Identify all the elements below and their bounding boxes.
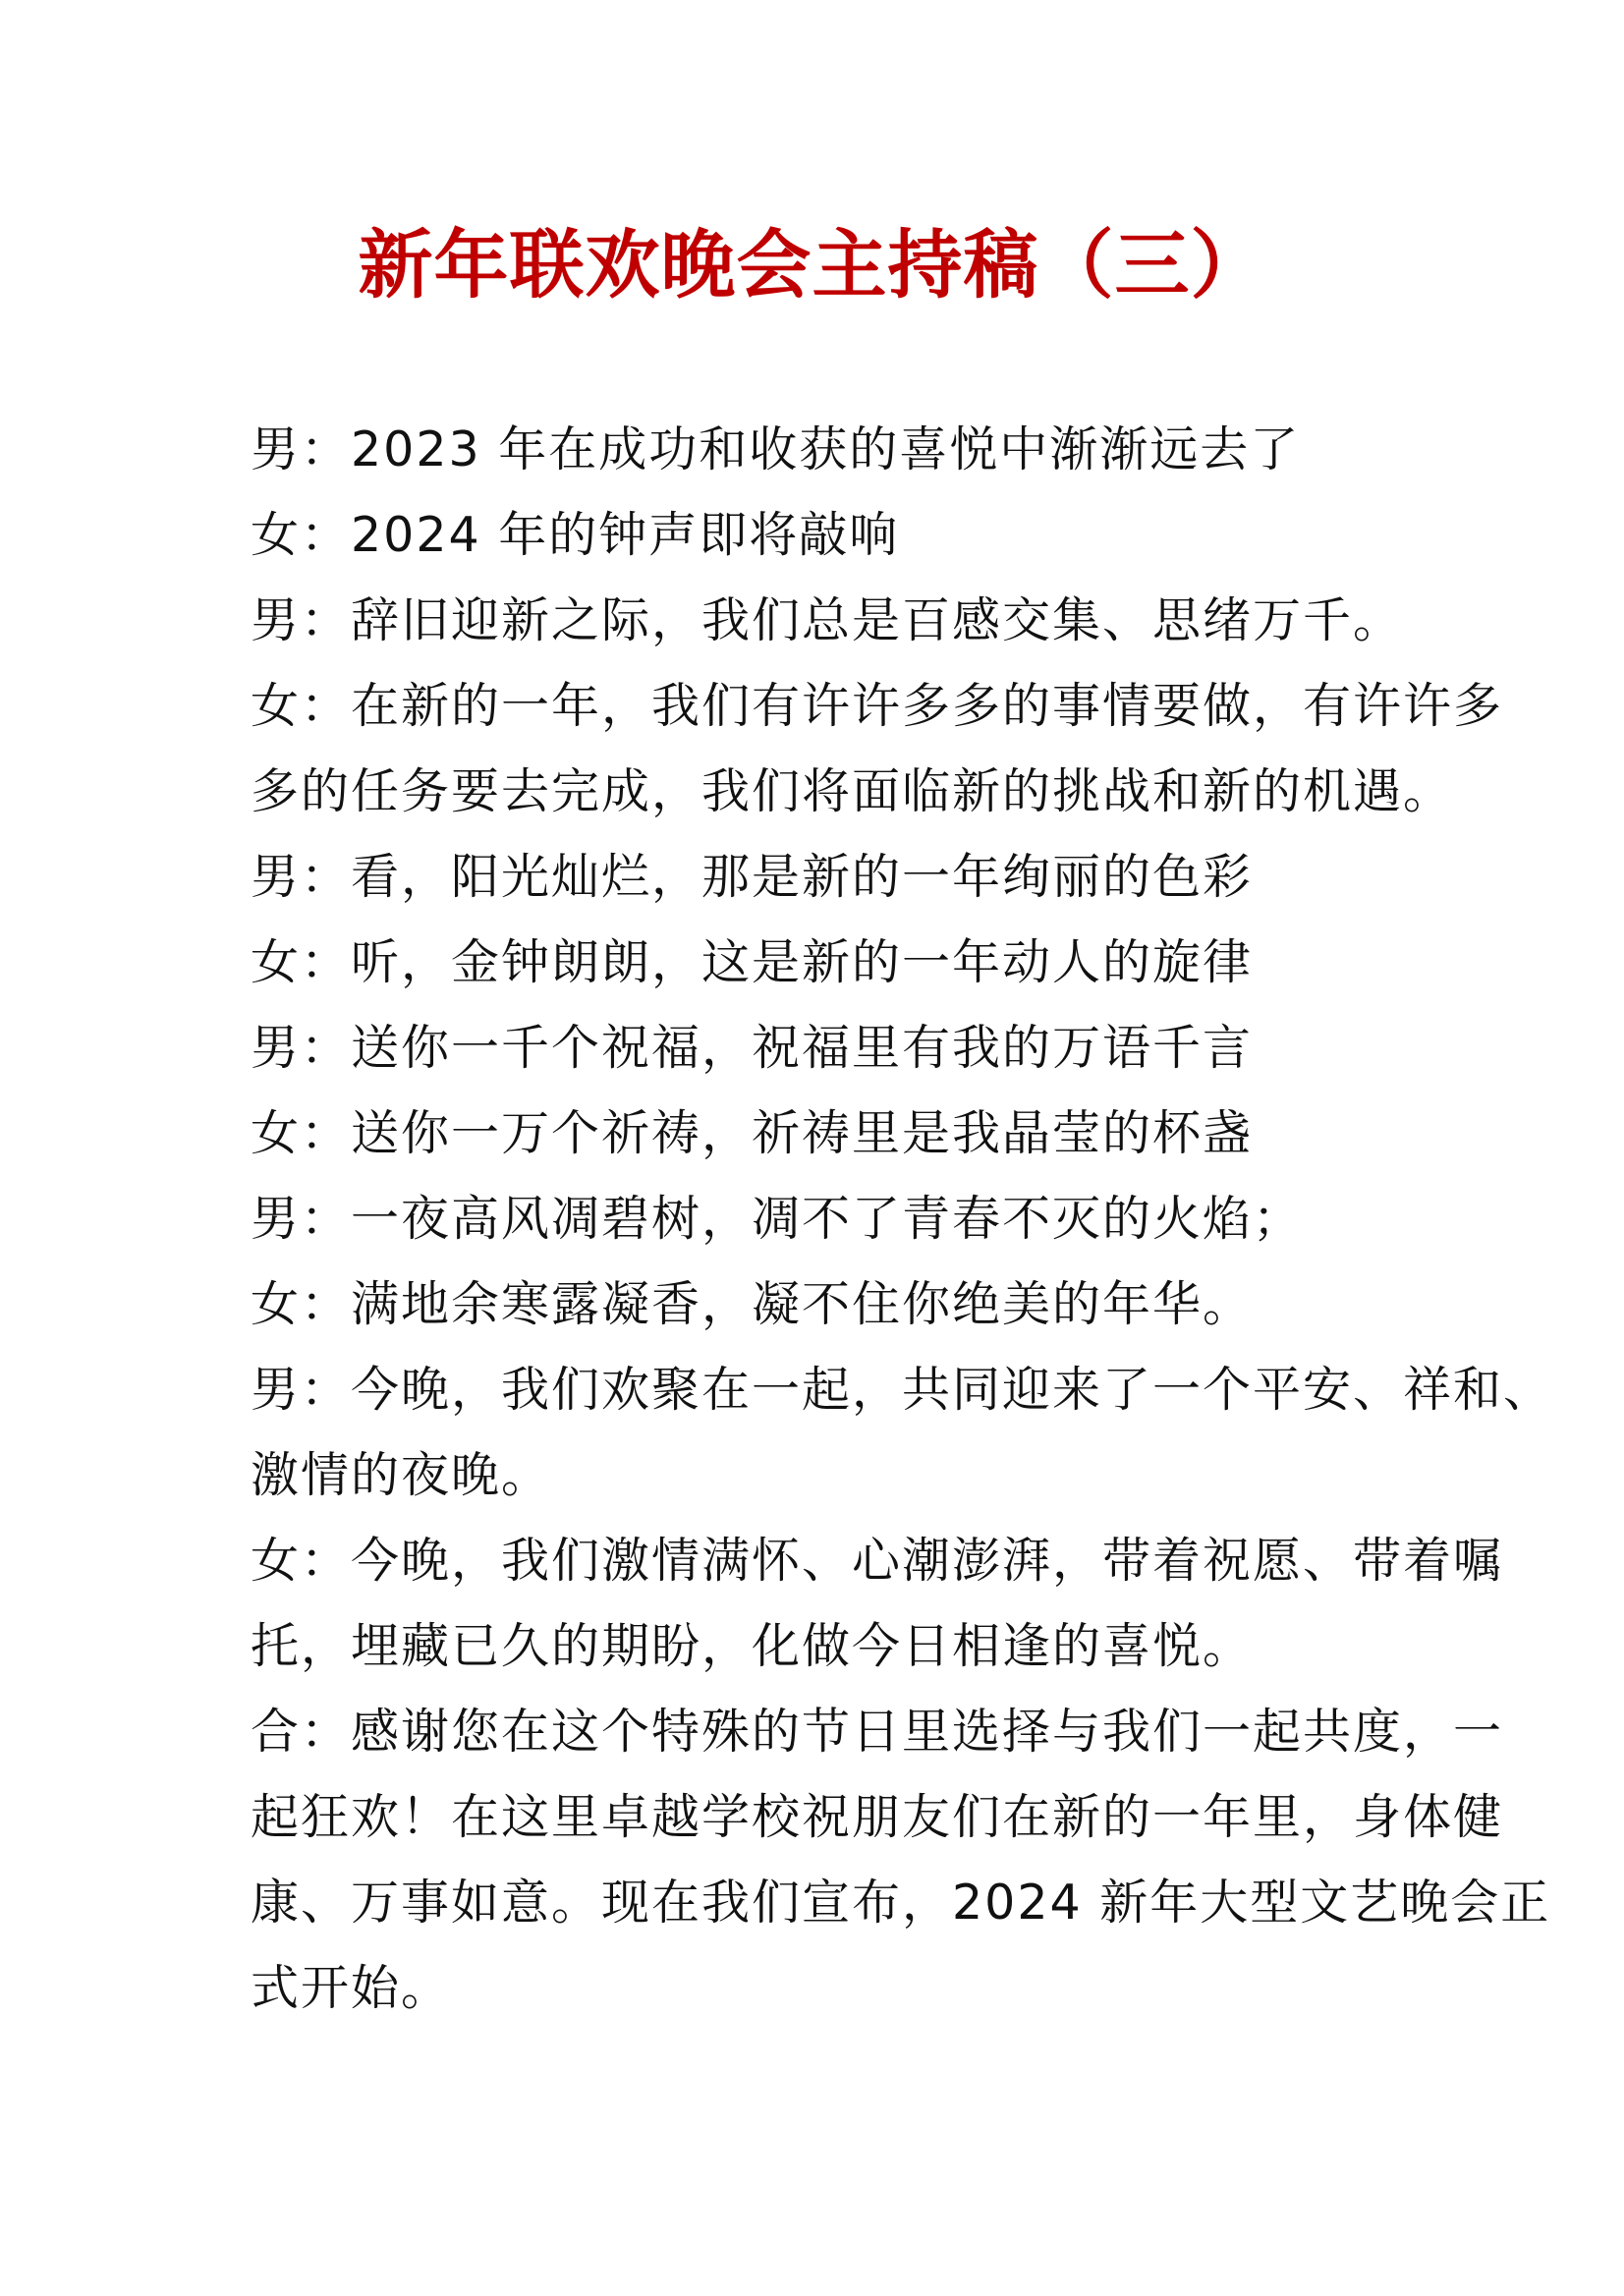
script-line: 男：一夜高风凋碧树，凋不了青春不灭的火焰； — [251, 1191, 1304, 1247]
script-line: 女：满地余寒露凝香，凝不住你绝美的年华。 — [251, 1276, 1254, 1332]
script-line: 合：感谢您在这个特殊的节日里选择与我们一起共度，一 — [251, 1704, 1504, 1760]
script-line: 男：2023 年在成功和收获的喜悦中渐渐远去了 — [251, 421, 1301, 477]
script-line: 男：今晚，我们欢聚在一起，共同迎来了一个平安、祥和、 — [251, 1362, 1554, 1418]
document-title: 新年联欢晚会主持稿（三） — [358, 221, 1266, 308]
script-line: 女：在新的一年，我们有许许多多的事情要做，有许许多 — [251, 678, 1504, 734]
script-body — [251, 407, 1554, 2031]
script-line: 女：听，金钟朗朗，这是新的一年动人的旋律 — [251, 934, 1254, 990]
script-line: 男：辞旧迎新之际，我们总是百感交集、思绪万千。 — [251, 592, 1404, 648]
script-line: 激情的夜晚。 — [251, 1447, 552, 1503]
script-line: 康、万事如意。现在我们宣布，2024 新年大型文艺晚会正 — [251, 1875, 1551, 1931]
script-line: 多的任务要去完成，我们将面临新的挑战和新的机遇。 — [251, 763, 1454, 819]
script-line: 女：今晚，我们激情满怀、心潮澎湃，带着祝愿、带着嘱 — [251, 1533, 1504, 1589]
script-line: 女：2024 年的钟声即将敲响 — [251, 507, 900, 563]
script-line: 男：送你一千个祝福，祝福里有我的万语千言 — [251, 1020, 1254, 1076]
script-line: 托，埋藏已久的期盼，化做今日相逢的喜悦。 — [251, 1618, 1254, 1674]
script-line: 起狂欢！在这里卓越学校祝朋友们在新的一年里，身体健 — [251, 1789, 1504, 1845]
script-line: 式开始。 — [251, 1960, 452, 2016]
script-line: 女：送你一万个祈祷，祈祷里是我晶莹的杯盏 — [251, 1105, 1254, 1161]
script-line: 男：看，阳光灿烂，那是新的一年绚丽的色彩 — [251, 849, 1254, 905]
